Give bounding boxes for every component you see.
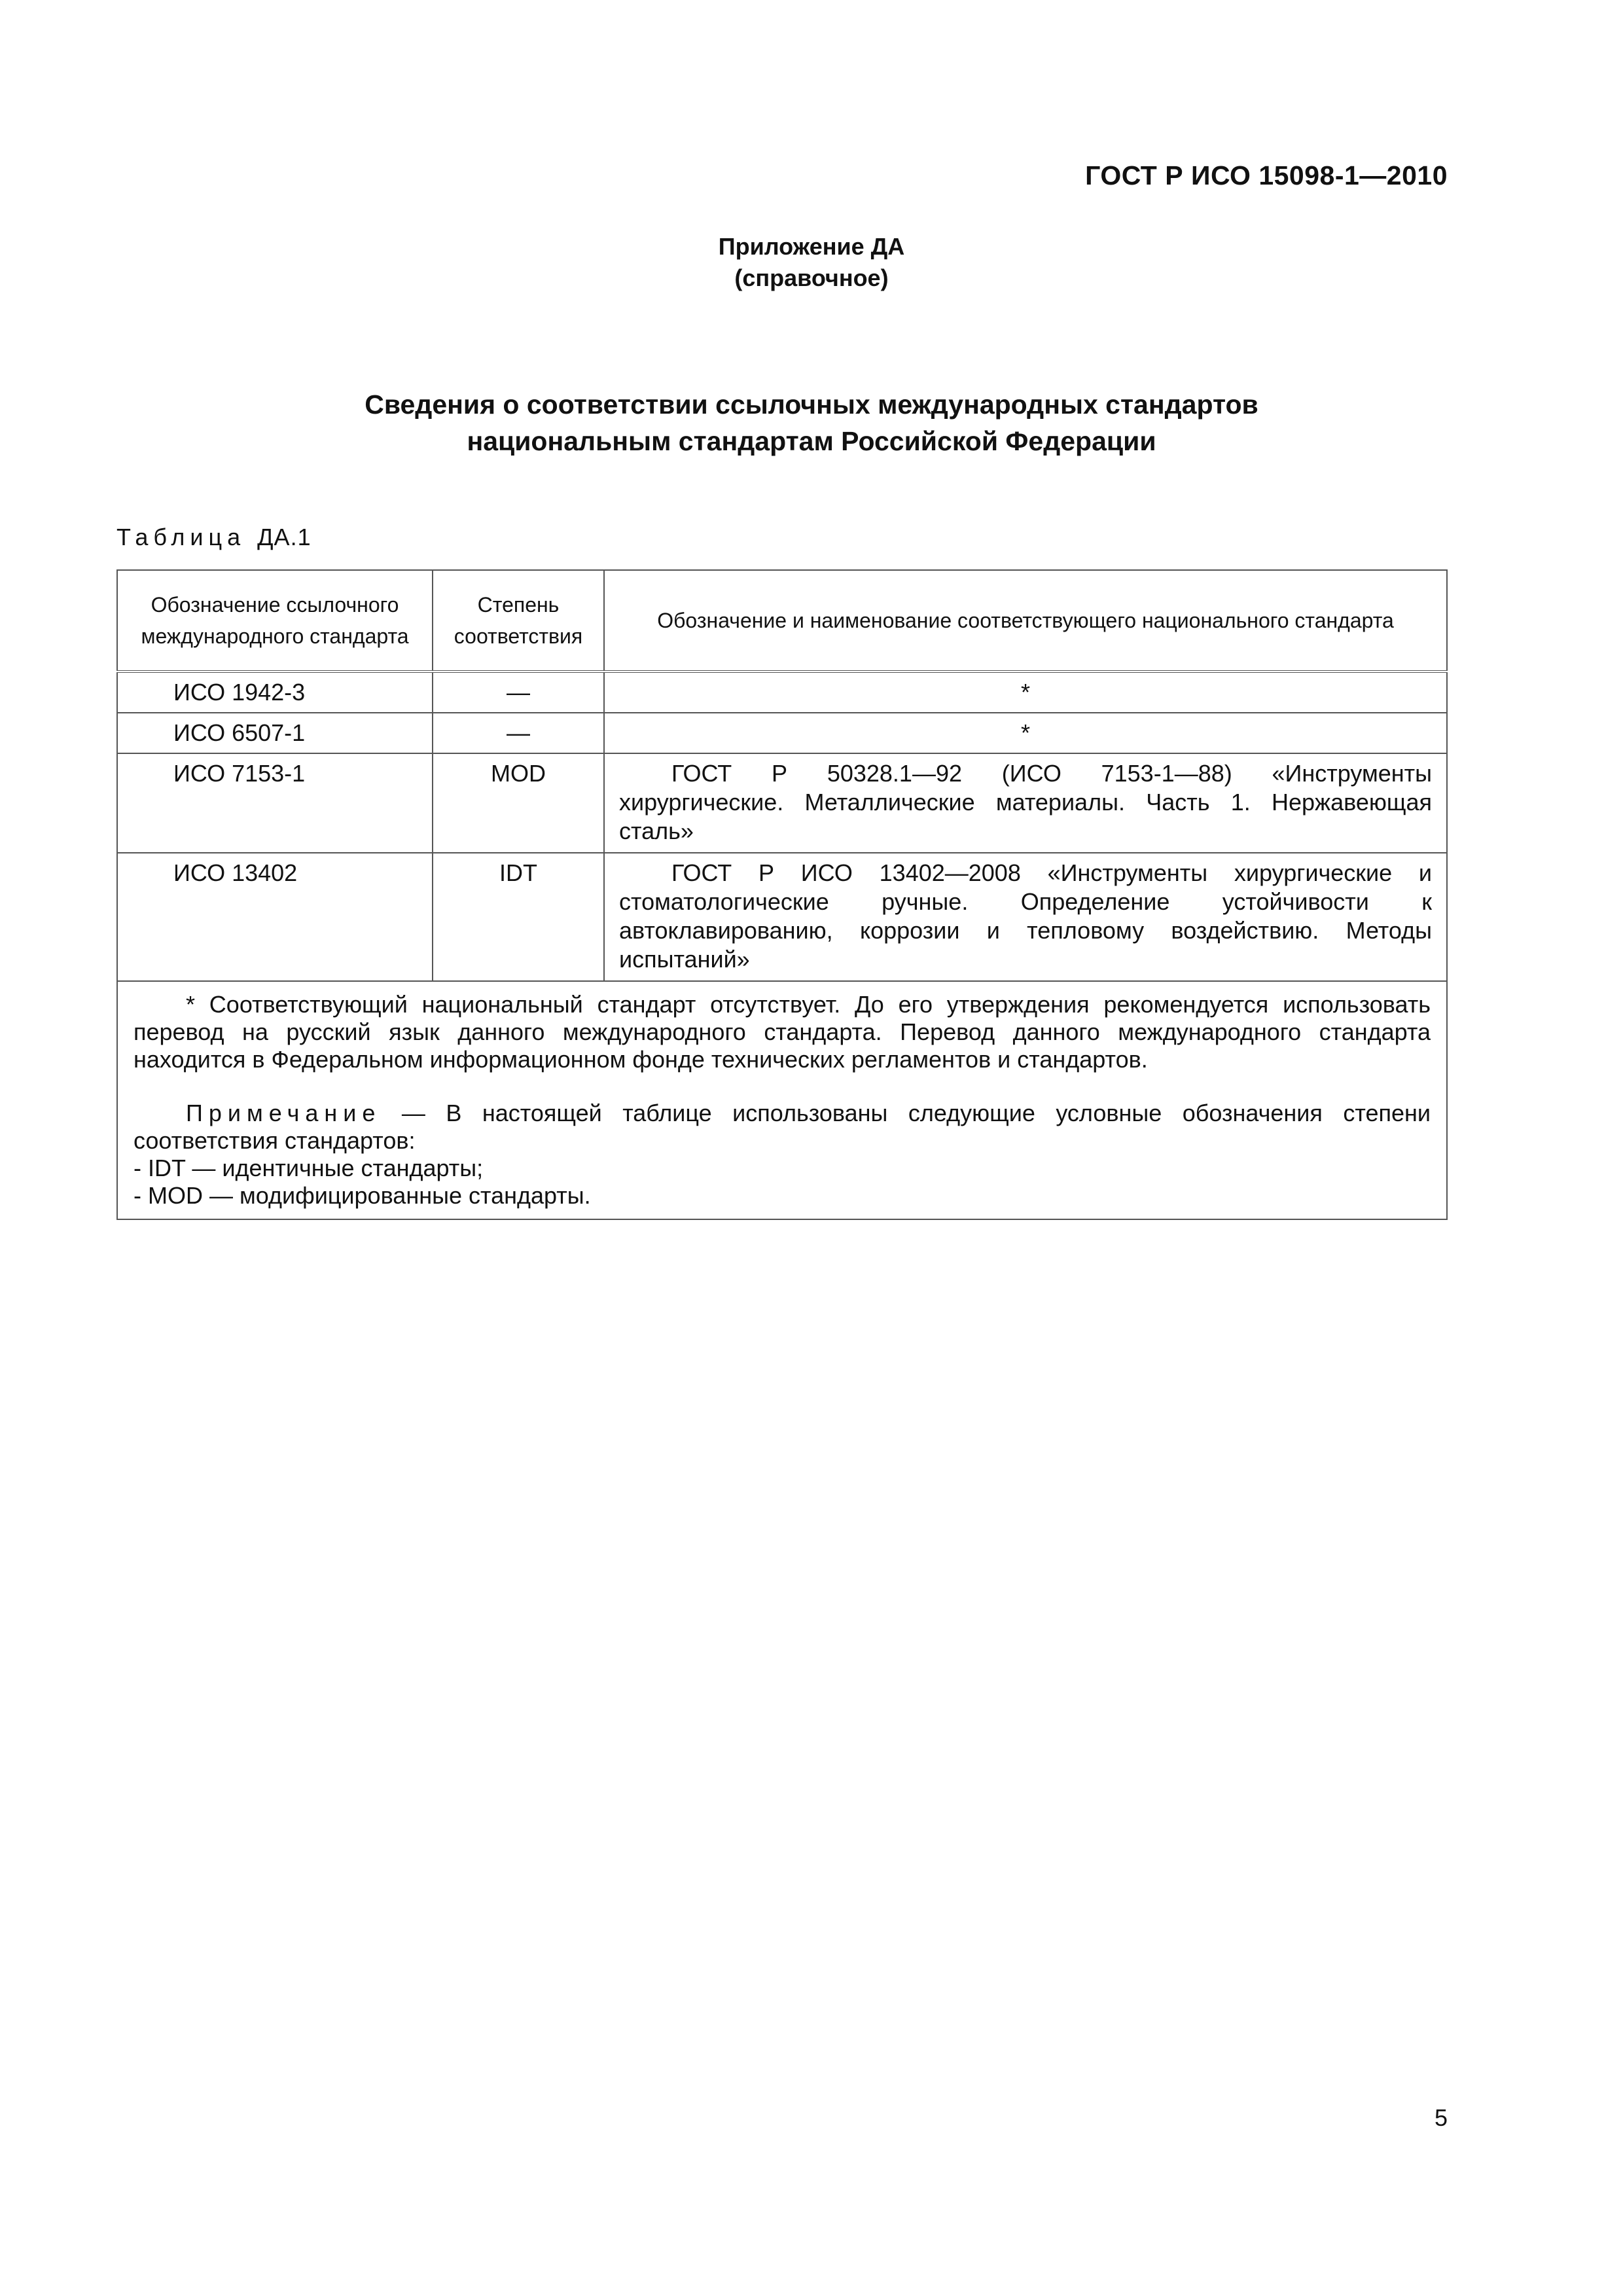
document-code: ГОСТ Р ИСО 15098-1—2010 [1085,160,1448,190]
row-degree: — [433,713,604,753]
note-text: — В настоящей таблице использованы следующие условные обозначения степени соответствия стандартов: [134,1100,1431,1154]
footnote: * Соответствующий национальный стандарт отсутствует. До его утверждения рекомендуется использовать перевод на русский язык данного международного стандарта. Перевод данного международного стандарта находится в Федеральном информационном фонде технических регламентов и стандартов. [134,991,1431,1073]
header-degree: Степень соответствия [433,570,604,672]
table-caption-word: Таблица [116,524,246,550]
row-degree: IDT [433,853,604,981]
appendix-heading [0,231,1623,294]
table-footer-row [117,981,1447,1219]
note [134,1100,1431,1155]
table-footer [117,981,1447,1219]
table-row [117,753,1447,853]
header-international-standard: Обозначение ссылочного международного стандарта [117,570,433,672]
section-title [0,386,1623,459]
row-code: ИСО 6507-1 [117,713,433,753]
page-number: 5 [1434,2104,1448,2131]
appendix-subtitle: (справочное) [734,264,889,291]
appendix-title: Приложение ДА [718,233,905,260]
row-standard [604,753,1447,853]
header-national-standard: Обозначение и наименование соответствующего национального стандарта [604,570,1447,672]
note-label: Примечание [186,1100,382,1126]
row-standard-text: ГОСТ Р 50328.1—92 (ИСО 7153-1—88) «Инструменты хирургические. Металлические материалы. Часть 1. Нержавеющая сталь» [619,760,1432,844]
note-item-idt: - IDT — идентичные стандарты; [134,1155,484,1181]
row-degree: MOD [433,753,604,853]
row-standard: * [604,672,1447,713]
row-code: ИСО 1942-3 [117,672,433,713]
row-standard [604,853,1447,981]
table-header-row [117,570,1447,672]
row-standard: * [604,713,1447,753]
row-standard-text: ГОСТ Р ИСО 13402—2008 «Инструменты хирургические и стоматологические ручные. Определение устойчивости к автоклавированию, коррозии и тепловому воздействию. Методы испытаний» [619,859,1432,973]
correspondence-table [116,569,1448,1220]
row-code: ИСО 13402 [117,853,433,981]
table-caption-number: ДА.1 [257,524,312,550]
table-caption [116,524,312,551]
table-row [117,713,1447,753]
section-title-line-2: национальным стандартам Российской Федерации [467,426,1156,456]
row-degree: — [433,672,604,713]
row-code: ИСО 7153-1 [117,753,433,853]
table-row [117,853,1447,981]
note-item-mod: - MOD — модифицированные стандарты. [134,1182,591,1209]
section-title-line-1: Сведения о соответствии ссылочных международных стандартов [365,389,1258,420]
table-row [117,672,1447,713]
